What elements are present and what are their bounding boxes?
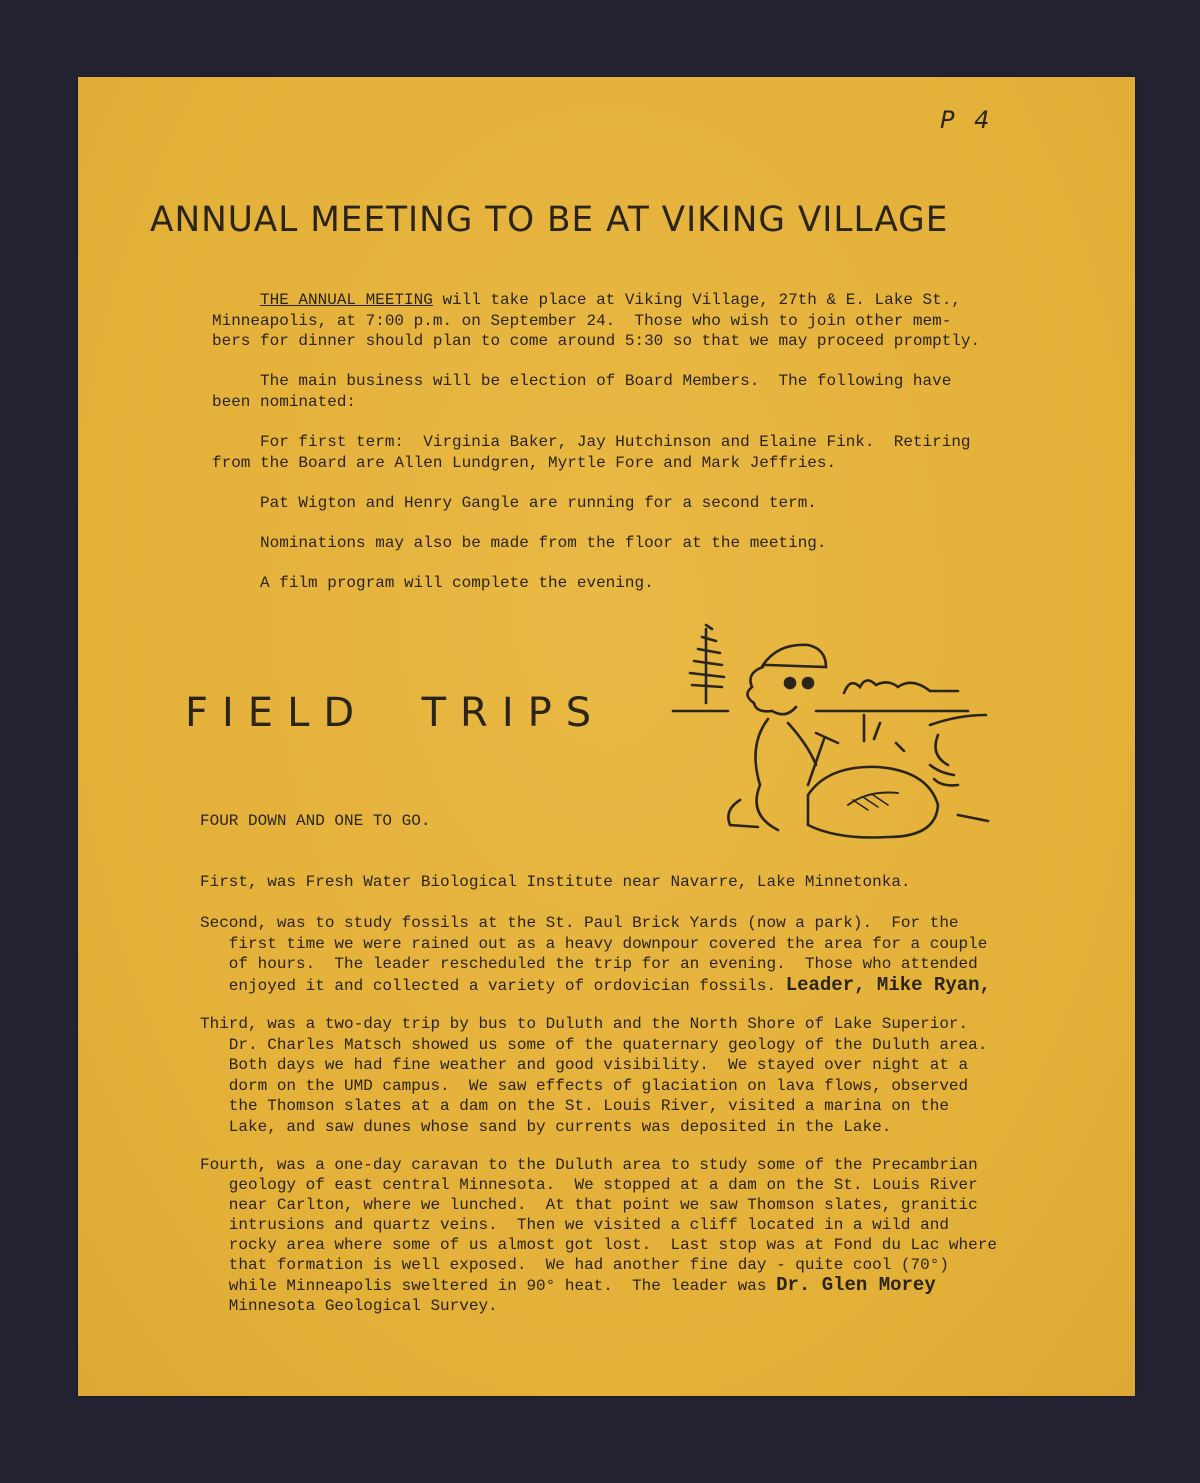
- geologist-cartoon-illustration: [668, 615, 998, 845]
- lead-text: THE ANNUAL MEETING: [260, 291, 433, 309]
- annual-meeting-paragraph-2: The main business will be election of Board Members. The following have been nominated:: [212, 372, 952, 411]
- field-trip-second: Second, was to study fossils at the St. Paul Brick Yards (now a park). For the first time we were rained out as a heavy downpour covered the area for a couple of hours. The leader rescheduled the trip for an evening. Those who attended enjoyed it and collected a variety of ordovician fossils. Leader, Mike Ryan,: [200, 914, 991, 996]
- fourth-trip-leader: Dr. Glen Morey: [776, 1274, 936, 1296]
- field-trips-subhead: FOUR DOWN AND ONE TO GO.: [200, 812, 431, 830]
- field-trip-fourth: Fourth, was a one-day caravan to the Duluth area to study some of the Precambrian geology of east central Minnesota. We stopped at a dam on the St. Louis River near Carlton, where we lunched. At that point we saw Thomson slates, granitic intrusions and quartz veins. Then we visited a cliff located in a wild and rocky area where some of us almost got lost. Last stop was at Fond du Lac where that formation is well exposed. We had another fine day - quite cool (70°) while Minneapolis sweltered in 90° heat. The leader was Dr. Glen Morey Minnesota Geological Survey.: [200, 1156, 997, 1315]
- annual-meeting-paragraph-3: For first term: Virginia Baker, Jay Hutchinson and Elaine Fink. Retiring from the Board are Allen Lundgren, Myrtle Fore and Mark Jeffries.: [212, 433, 971, 472]
- field-trip-first: First, was Fresh Water Biological Institute near Navarre, Lake Minnetonka.: [200, 873, 911, 891]
- headline: ANNUAL MEETING TO BE AT VIKING VILLAGE: [150, 200, 949, 240]
- field-trip-third: Third, was a two-day trip by bus to Duluth and the North Shore of Lake Superior. Dr. Charles Matsch showed us some of the quaternary geology of the Duluth area. Both days we had fine weather and good visibility. We stayed over night at a dorm on the UMD campus. We saw effects of glaciation on lava flows, observed the Thomson slates at a dam on the St. Louis River, visited a marina on the Lake, and saw dunes whose sand by currents was deposited in the Lake.: [200, 1015, 988, 1136]
- page-number: P 4: [940, 106, 996, 134]
- second-trip-leader: Leader, Mike Ryan,: [785, 973, 991, 996]
- annual-meeting-paragraph-6: A film program will complete the evening.: [212, 574, 654, 592]
- annual-meeting-paragraph-1: THE ANNUAL MEETING will take place at Viking Village, 27th & E. Lake St., Minneapolis, at 7:00 p.m. on September 24. Those who wish to join other mem- bers for dinner should plan to come around 5:30 so that we may proceed promptly.: [212, 291, 981, 350]
- field-trips-title: FIELD TRIPS: [185, 690, 606, 736]
- annual-meeting-paragraph-5: Nominations may also be made from the floor at the meeting.: [212, 534, 827, 552]
- annual-meeting-paragraph-4: Pat Wigton and Henry Gangle are running for a second term.: [212, 494, 817, 512]
